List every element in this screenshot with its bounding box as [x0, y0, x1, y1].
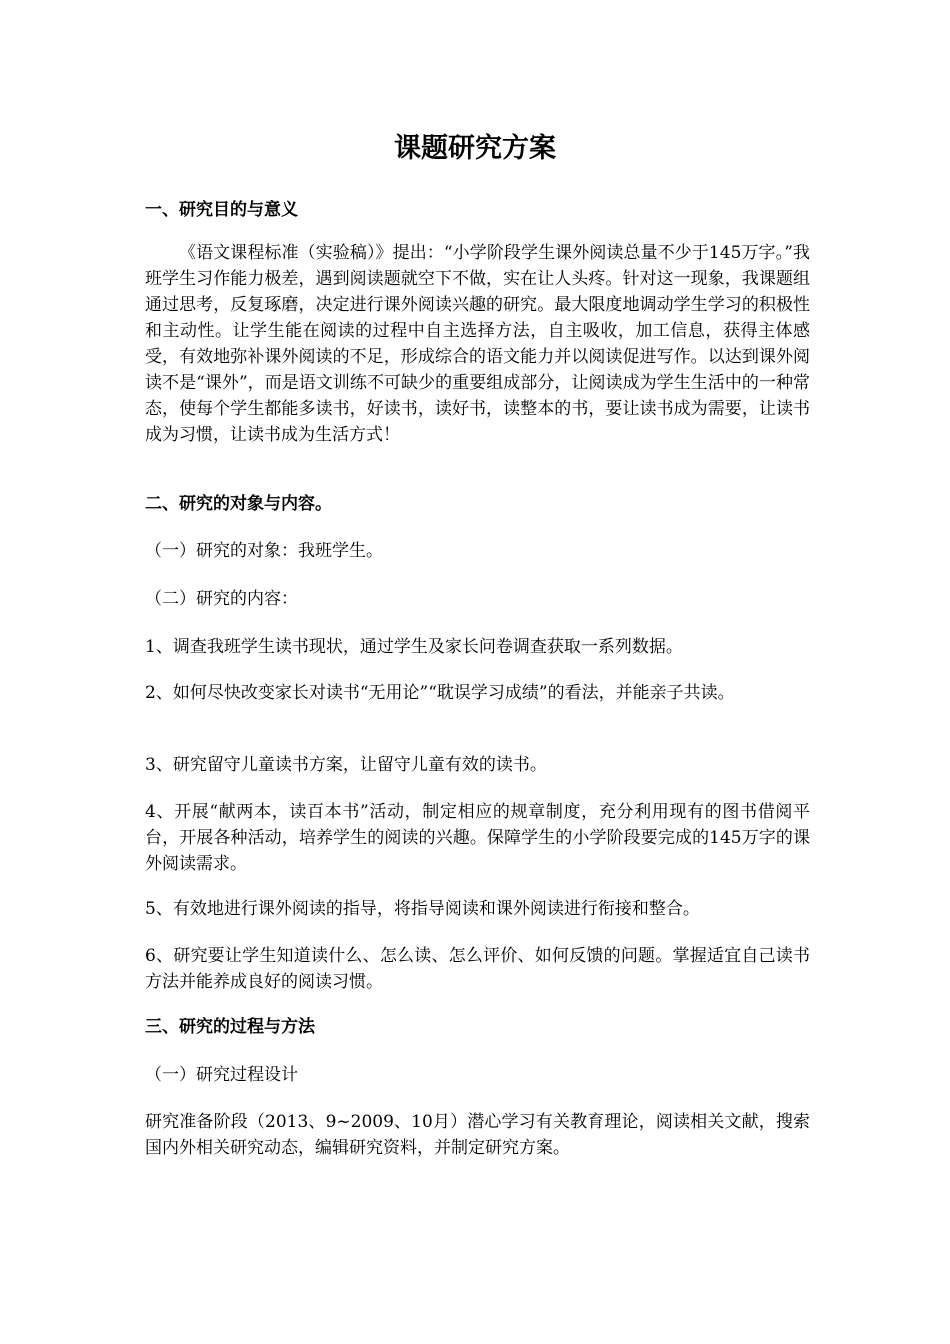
list-item: 1、调查我班学生读书现状，通过学生及家长问卷调查获取一系列数据。	[145, 637, 683, 657]
list-item: 6、研究要让学生知道读什么、怎么读、怎么评价、如何反馈的问题。掌握适宜自己读书方法并能养成良好的阅读习惯。	[145, 946, 810, 992]
document-title: 课题研究方案	[394, 133, 556, 164]
list-item: 3、研究留守儿童读书方案，让留守儿童有效的读书。	[145, 755, 547, 775]
section2-heading: 二、研究的对象与内容。	[145, 494, 332, 514]
section2-subheading-object: （一）研究的对象：我班学生。	[145, 541, 383, 561]
section2-subheading-content: （二）研究的内容：	[145, 589, 298, 609]
section3-subheading-process: （一）研究过程设计	[145, 1065, 298, 1085]
list-item: 2、如何尽快改变家长对读书“无用论”“耽误学习成绩”的看法，并能亲子共读。	[145, 683, 735, 703]
section3-heading: 三、研究的过程与方法	[145, 1017, 315, 1037]
section3-paragraph: 研究准备阶段（2013、9~2009、10月）潜心学习有关教育理论，阅读相关文献，搜索国内外相关研究动态，编辑研究资料，并制定研究方案。	[145, 1112, 810, 1158]
section1-paragraph: 《语文课程标准（实验稿）》提出：“小学阶段学生课外阅读总量不少于145万字。”我班学生习作能力极差，遇到阅读题就空下不做，实在让人头疼。针对这一现象，我课题组通过思考，反复琢磨，决定进行课外阅读兴趣的研究。最大限度地调动学生学习的积极性和主动性。让学生能在阅读的过程中自主选择方法，自主吸收，加工信息，获得主体感受，有效地弥补课外阅读的不足，形成综合的语文能力并以阅读促进写作。以达到课外阅读不是“课外”，而是语文训练不可缺少的重要组成部分，让阅读成为学生生活中的一种常态，使每个学生都能多读书，好读书，读好书，读整本的书，要让读书成为需要，让读书成为习惯，让读书成为生活方式！	[145, 243, 810, 445]
section1-heading: 一、研究目的与意义	[145, 200, 298, 220]
list-item: 5、有效地进行课外阅读的指导，将指导阅读和课外阅读进行衔接和整合。	[145, 899, 700, 919]
list-item: 4、开展“献两本，读百本书”活动，制定相应的规章制度，充分利用现有的图书借阅平台，开展各种活动，培养学生的阅读的兴趣。保障学生的小学阶段要完成的145万字的课外阅读需求。	[145, 802, 810, 874]
